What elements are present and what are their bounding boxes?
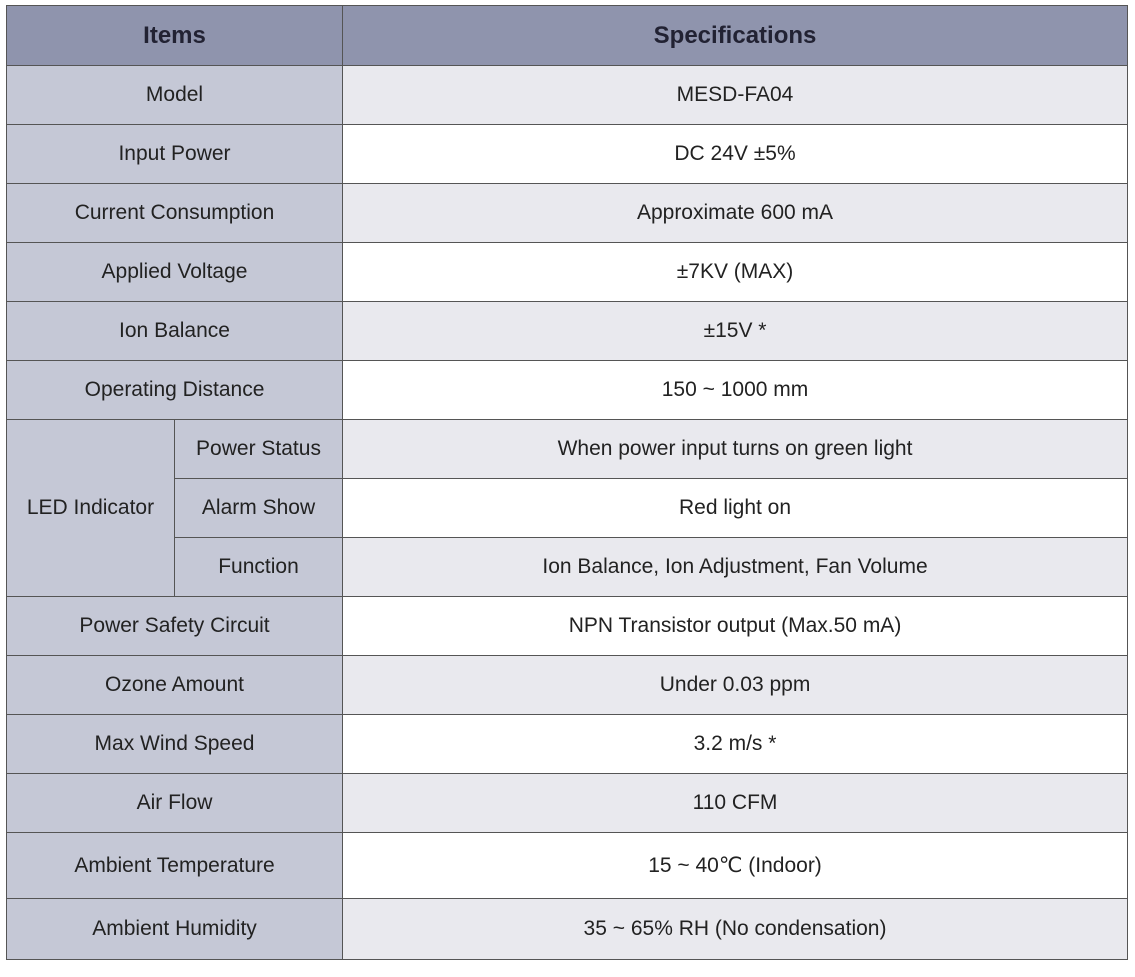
label-input-power: Input Power xyxy=(7,125,343,184)
row-led-function xyxy=(7,538,1128,597)
label-operating-distance: Operating Distance xyxy=(7,361,343,420)
row-ion-balance xyxy=(7,302,1128,361)
spec-table xyxy=(6,5,1128,960)
label-ozone-amount: Ozone Amount xyxy=(7,656,343,715)
value-model: MESD-FA04 xyxy=(343,66,1128,125)
label-led-indicator: LED Indicator xyxy=(7,420,175,597)
header-items: Items xyxy=(7,6,343,66)
value-ambient-temperature: 15 ~ 40℃ (Indoor) xyxy=(343,833,1128,899)
label-ion-balance: Ion Balance xyxy=(7,302,343,361)
value-operating-distance: 150 ~ 1000 mm xyxy=(343,361,1128,420)
label-model: Model xyxy=(7,66,343,125)
value-alarm-show: Red light on xyxy=(343,479,1128,538)
row-current-consumption xyxy=(7,184,1128,243)
label-ambient-humidity: Ambient Humidity xyxy=(7,899,343,960)
label-max-wind-speed: Max Wind Speed xyxy=(7,715,343,774)
row-model xyxy=(7,66,1128,125)
row-applied-voltage xyxy=(7,243,1128,302)
value-ozone-amount: Under 0.03 ppm xyxy=(343,656,1128,715)
value-air-flow: 110 CFM xyxy=(343,774,1128,833)
value-power-safety-circuit: NPN Transistor output (Max.50 mA) xyxy=(343,597,1128,656)
label-current-consumption: Current Consumption xyxy=(7,184,343,243)
row-ambient-humidity xyxy=(7,899,1128,960)
row-ambient-temperature xyxy=(7,833,1128,899)
value-power-status: When power input turns on green light xyxy=(343,420,1128,479)
label-ambient-temperature: Ambient Temperature xyxy=(7,833,343,899)
label-applied-voltage: Applied Voltage xyxy=(7,243,343,302)
row-led-power-status xyxy=(7,420,1128,479)
value-max-wind-speed: 3.2 m/s * xyxy=(343,715,1128,774)
label-air-flow: Air Flow xyxy=(7,774,343,833)
row-led-alarm-show xyxy=(7,479,1128,538)
label-function: Function xyxy=(175,538,343,597)
label-power-safety-circuit: Power Safety Circuit xyxy=(7,597,343,656)
value-current-consumption: Approximate 600 mA xyxy=(343,184,1128,243)
row-ozone-amount xyxy=(7,656,1128,715)
row-power-safety-circuit xyxy=(7,597,1128,656)
value-function: Ion Balance, Ion Adjustment, Fan Volume xyxy=(343,538,1128,597)
value-applied-voltage: ±7KV (MAX) xyxy=(343,243,1128,302)
row-input-power xyxy=(7,125,1128,184)
label-power-status: Power Status xyxy=(175,420,343,479)
row-max-wind-speed xyxy=(7,715,1128,774)
label-alarm-show: Alarm Show xyxy=(175,479,343,538)
value-input-power: DC 24V ±5% xyxy=(343,125,1128,184)
row-air-flow xyxy=(7,774,1128,833)
value-ambient-humidity: 35 ~ 65% RH (No condensation) xyxy=(343,899,1128,960)
header-specifications: Specifications xyxy=(343,6,1128,66)
row-operating-distance xyxy=(7,361,1128,420)
value-ion-balance: ±15V * xyxy=(343,302,1128,361)
header-row xyxy=(7,6,1128,66)
